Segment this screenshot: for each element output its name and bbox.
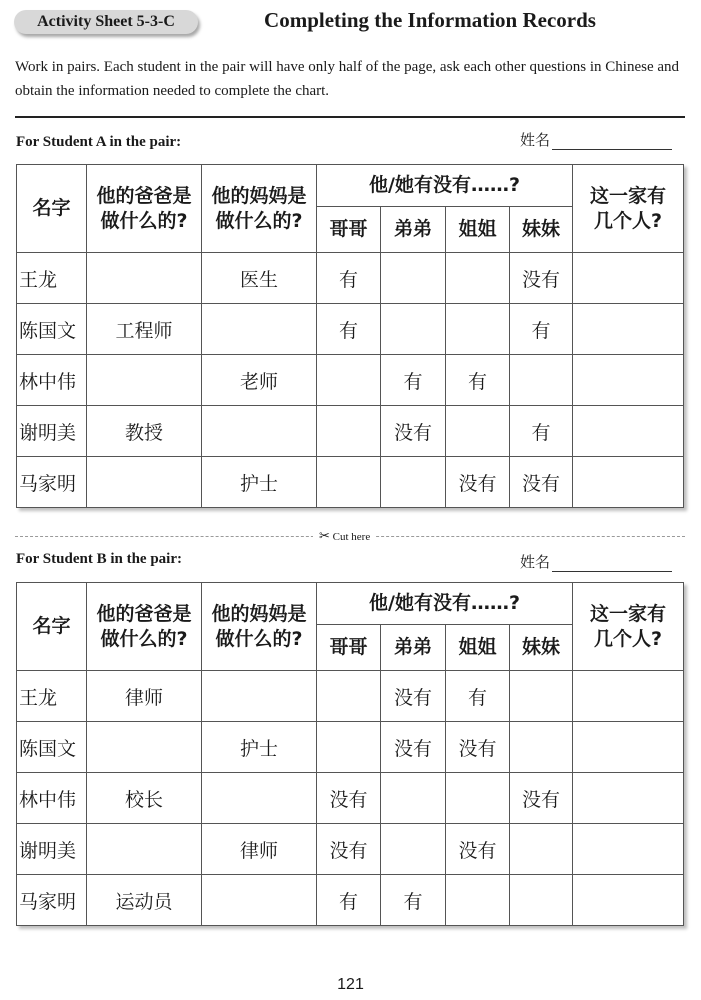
cell-older-brother[interactable] [317, 355, 381, 406]
col-header-younger-sister: 妹妹 [510, 625, 573, 671]
name-field-label: 姓名 [520, 131, 551, 149]
cell-name: 陈国文 [17, 304, 87, 355]
instructions-text: Work in pairs. Each student in the pair will have only half of the page, ask each other questions in Chinese and obtain the information needed to complete the chart. [15, 59, 680, 99]
cell-father[interactable]: 运动员 [87, 875, 202, 926]
cell-younger-brother[interactable]: 有 [381, 875, 446, 926]
cell-older-brother[interactable] [317, 406, 381, 457]
activity-sheet-badge: Activity Sheet 5-3-C [14, 10, 198, 34]
cell-family-size[interactable] [573, 824, 684, 875]
col-header-mother: 他的妈妈是做什么的? [202, 583, 317, 671]
cell-younger-sister[interactable] [510, 671, 573, 722]
cell-younger-sister[interactable]: 没有 [510, 457, 573, 508]
cell-older-sister[interactable] [446, 875, 510, 926]
student-a-table [16, 164, 684, 508]
cell-older-sister[interactable]: 没有 [446, 457, 510, 508]
table-row [17, 773, 684, 824]
cell-older-sister[interactable] [446, 253, 510, 304]
col-header-younger-brother: 弟弟 [381, 625, 446, 671]
cell-father[interactable]: 教授 [87, 406, 202, 457]
cell-family-size[interactable] [573, 875, 684, 926]
scissors-icon: ✂ [319, 529, 330, 544]
cell-family-size[interactable] [573, 671, 684, 722]
cell-younger-sister[interactable] [510, 355, 573, 406]
col-header-siblings: 他/她有没有……? [317, 583, 573, 625]
col-header-name: 名字 [17, 165, 87, 253]
cell-name: 马家明 [17, 457, 87, 508]
cell-younger-brother[interactable]: 没有 [381, 406, 446, 457]
cell-mother[interactable] [202, 875, 317, 926]
table-row [17, 355, 684, 406]
col-header-older-brother: 哥哥 [317, 207, 381, 253]
cell-family-size[interactable] [573, 722, 684, 773]
table-row [17, 875, 684, 926]
col-header-family-size: 这一家有几个人? [573, 165, 684, 253]
cell-name: 王龙 [17, 253, 87, 304]
cell-family-size[interactable] [573, 773, 684, 824]
cell-father[interactable] [87, 722, 202, 773]
name-line[interactable] [552, 555, 672, 572]
cell-name: 马家明 [17, 875, 87, 926]
col-header-siblings: 他/她有没有……? [317, 165, 573, 207]
student-b-name-field[interactable] [520, 551, 672, 572]
cell-older-sister[interactable]: 有 [446, 671, 510, 722]
cell-younger-brother[interactable] [381, 457, 446, 508]
table-row [17, 824, 684, 875]
cell-father[interactable]: 律师 [87, 671, 202, 722]
col-header-name: 名字 [17, 583, 87, 671]
cell-older-sister[interactable] [446, 304, 510, 355]
header-divider [15, 116, 685, 118]
cell-mother[interactable]: 律师 [202, 824, 317, 875]
cell-family-size[interactable] [573, 304, 684, 355]
cell-younger-brother[interactable] [381, 253, 446, 304]
cell-mother[interactable] [202, 304, 317, 355]
cell-younger-sister[interactable] [510, 824, 573, 875]
cell-mother[interactable]: 护士 [202, 722, 317, 773]
cell-younger-brother[interactable] [381, 304, 446, 355]
cell-younger-brother[interactable]: 没有 [381, 722, 446, 773]
col-header-older-sister: 姐姐 [446, 625, 510, 671]
cell-older-brother[interactable]: 没有 [317, 824, 381, 875]
cell-family-size[interactable] [573, 253, 684, 304]
col-header-mother: 他的妈妈是做什么的? [202, 165, 317, 253]
cell-mother[interactable]: 老师 [202, 355, 317, 406]
cut-here-text: Cut here [332, 531, 371, 543]
cell-younger-sister[interactable]: 有 [510, 304, 573, 355]
cell-younger-brother[interactable]: 有 [381, 355, 446, 406]
cell-younger-sister[interactable]: 没有 [510, 773, 573, 824]
cell-mother[interactable] [202, 406, 317, 457]
cell-mother[interactable]: 护士 [202, 457, 317, 508]
cell-older-sister[interactable]: 有 [446, 355, 510, 406]
cell-name: 谢明美 [17, 406, 87, 457]
cell-mother[interactable] [202, 671, 317, 722]
cell-name: 陈国文 [17, 722, 87, 773]
cell-younger-sister[interactable]: 有 [510, 406, 573, 457]
cell-father[interactable] [87, 355, 202, 406]
page-number: 121 [337, 976, 364, 993]
table-row [17, 406, 684, 457]
cell-family-size[interactable] [573, 457, 684, 508]
cell-father[interactable]: 校长 [87, 773, 202, 824]
cell-older-brother[interactable]: 有 [317, 304, 381, 355]
table-row [17, 457, 684, 508]
cell-younger-sister[interactable] [510, 875, 573, 926]
cell-older-sister[interactable]: 没有 [446, 722, 510, 773]
cell-name: 林中伟 [17, 355, 87, 406]
table-row [17, 304, 684, 355]
cell-older-brother[interactable]: 有 [317, 253, 381, 304]
cell-older-brother[interactable] [317, 457, 381, 508]
cell-father[interactable]: 工程师 [87, 304, 202, 355]
col-header-younger-brother: 弟弟 [381, 207, 446, 253]
student-b-table [16, 582, 684, 926]
cell-older-sister[interactable] [446, 406, 510, 457]
name-line[interactable] [552, 133, 672, 150]
cell-older-sister[interactable]: 没有 [446, 824, 510, 875]
cell-younger-sister[interactable]: 没有 [510, 253, 573, 304]
cell-younger-sister[interactable] [510, 722, 573, 773]
col-header-father: 他的爸爸是做什么的? [87, 165, 202, 253]
cell-mother[interactable]: 医生 [202, 253, 317, 304]
cell-younger-brother[interactable] [381, 773, 446, 824]
col-header-older-brother: 哥哥 [317, 625, 381, 671]
cell-older-sister[interactable] [446, 773, 510, 824]
page-title: Completing the Information Records [264, 8, 596, 32]
cell-younger-brother[interactable]: 没有 [381, 671, 446, 722]
cell-name: 谢明美 [17, 824, 87, 875]
cell-father[interactable] [87, 457, 202, 508]
cell-older-brother[interactable]: 有 [317, 875, 381, 926]
cell-older-brother[interactable] [317, 722, 381, 773]
student-a-label: For Student A in the pair: [16, 134, 182, 150]
col-header-older-sister: 姐姐 [446, 207, 510, 253]
student-b-label: For Student B in the pair: [16, 551, 182, 567]
student-a-name-field[interactable] [520, 129, 672, 150]
table-row [17, 722, 684, 773]
cell-family-size[interactable] [573, 406, 684, 457]
cell-name: 林中伟 [17, 773, 87, 824]
cell-family-size[interactable] [573, 355, 684, 406]
cell-older-brother[interactable]: 没有 [317, 773, 381, 824]
name-field-label: 姓名 [520, 553, 551, 571]
col-header-younger-sister: 妹妹 [510, 207, 573, 253]
cell-father[interactable] [87, 824, 202, 875]
cell-older-brother[interactable] [317, 671, 381, 722]
cell-father[interactable] [87, 253, 202, 304]
cell-mother[interactable] [202, 773, 317, 824]
table-row [17, 671, 684, 722]
col-header-family-size: 这一家有几个人? [573, 583, 684, 671]
table-row [17, 253, 684, 304]
col-header-father: 他的爸爸是做什么的? [87, 583, 202, 671]
cut-here-label [313, 529, 376, 544]
cell-name: 王龙 [17, 671, 87, 722]
cell-younger-brother[interactable] [381, 824, 446, 875]
